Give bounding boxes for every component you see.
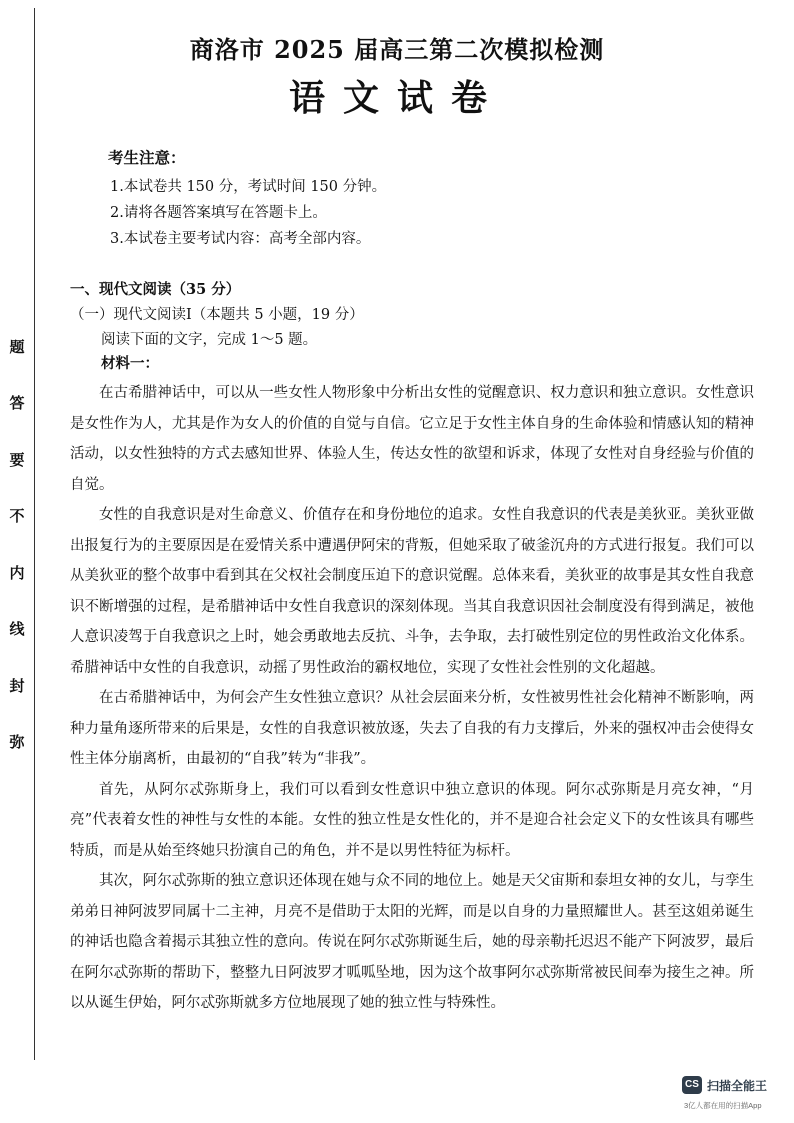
seal-char: 线 — [9, 620, 25, 639]
reading-section — [70, 278, 754, 1019]
notice-title: 考生注意： — [108, 148, 186, 167]
passage-paragraph: 首先，从阿尔忒弥斯身上，我们可以看到女性意识中独立意识的体现。阿尔忒弥斯是月亮女神，“月亮”代表着女性的神性与女性的本能。女性的独立性是女性化的，并不是迎合社会定义下的女性该具有哪些特质，而是从始至终她只扮演自己的角色，并不是以男性特征为标杆。 — [70, 781, 754, 859]
seal-line-warning — [6, 340, 28, 750]
scanner-watermark — [682, 1076, 782, 1110]
exam-title: 商洛市 2025 届高三第二次模拟检测 — [189, 35, 605, 64]
passage-paragraph: 在古希腊神话中，为何会产生女性独立意识？从社会层面来分析，女性被男性社会化精神不断影响，两种力量角逐所带来的后果是，女性的自我意识被放逐，失去了自我的有力支撑后，外来的强权冲击会使得女性主体分崩离析，由最初的“自我”转为“非我”。 — [70, 690, 754, 767]
scanner-slogan: 3亿人都在用的扫描App — [684, 1101, 762, 1110]
notice-item: 3.本试卷主要考试内容：高考全部内容。 — [110, 231, 371, 247]
scanner-logo-icon: CS — [682, 1076, 702, 1094]
notice-item: 1.本试卷共 150 分，考试时间 150 分钟。 — [110, 179, 387, 195]
binding-margin-rule — [34, 8, 35, 1060]
scanner-brand-name: 扫描全能王 — [707, 1079, 768, 1093]
seal-char: 题 — [9, 338, 25, 356]
passage-paragraph: 其次，阿尔忒弥斯的独立意识还体现在她与众不同的地位上。她是天父宙斯和泰坦女神的女儿，与孪生弟弟日神阿波罗同属十二主神，月亮不是借助于太阳的光辉，而是以自身的力量照耀世人。甚至这姐弟诞生的神话也隐含着揭示其独立性的意向。传说在阿尔忒弥斯诞生后，她的母亲勒托迟迟不能产下阿波罗，最后在阿尔忒弥斯的帮助下，整整九日阿波罗才呱呱坠地，因为这个故事阿尔忒弥斯常被民间奉为接生之神。所以从诞生伊始，阿尔忒弥斯就多方位地展现了她的独立性与特殊性。 — [70, 873, 754, 1011]
passage-paragraph: 女性的自我意识是对生命意义、价值存在和身份地位的追求。女性自我意识的代表是美狄亚。美狄亚做出报复行为的主要原因是在爱情关系中遭遇伊阿宋的背叛，但她采取了破釜沉舟的方式进行报复。我们可以从美狄亚的整个故事中看到其在父权社会制度压迫下的意识觉醒。总体来看，美狄亚的故事是其女性自我意识不断增强的过程，是希腊神话中女性自我意识的深刻体现。当其自我意识因社会制度没有得到满足，被他人意识凌驾于自我意识之上时，她会勇敢地去反抗、斗争，去争取，去打破性别定位的男性政治文化体系。希腊神话中女性的自我意识，动摇了男性政治的霸权地位，实现了女性社会性别的文化超越。 — [70, 507, 754, 676]
candidate-notice — [108, 146, 386, 252]
passage-paragraph: 在古希腊神话中，可以从一些女性人物形象中分析出女性的觉醒意识、权力意识和独立意识。女性意识是女性作为人，尤其是作为女人的价值的自觉与自信。它立足于女性主体自身的生命体验和情感认知的精神活动，以女性独特的方式去感知世界、体验人生，传达女性的欲望和诉求，体现了女性对自身经验与价值的自觉。 — [70, 385, 754, 493]
seal-char: 要 — [9, 450, 25, 469]
paper-title: 语文试卷 — [288, 77, 505, 119]
seal-char: 不 — [9, 507, 25, 526]
seal-char: 答 — [9, 394, 25, 413]
section-heading: 一、现代文阅读（35 分） — [70, 281, 241, 298]
passage-body — [70, 378, 754, 1019]
material-label: 材料一： — [101, 355, 159, 372]
seal-char: 内 — [9, 563, 25, 582]
notice-item: 2.请将各题答案填写在答题卡上。 — [110, 205, 327, 221]
subsection-heading: （一）现代文阅读Ⅰ（本题共 5 小题，19 分） — [70, 307, 364, 323]
seal-char: 封 — [9, 676, 25, 695]
seal-char: 弥 — [9, 732, 25, 751]
reading-instruction: 阅读下面的文字，完成 1～5 题。 — [101, 332, 318, 348]
